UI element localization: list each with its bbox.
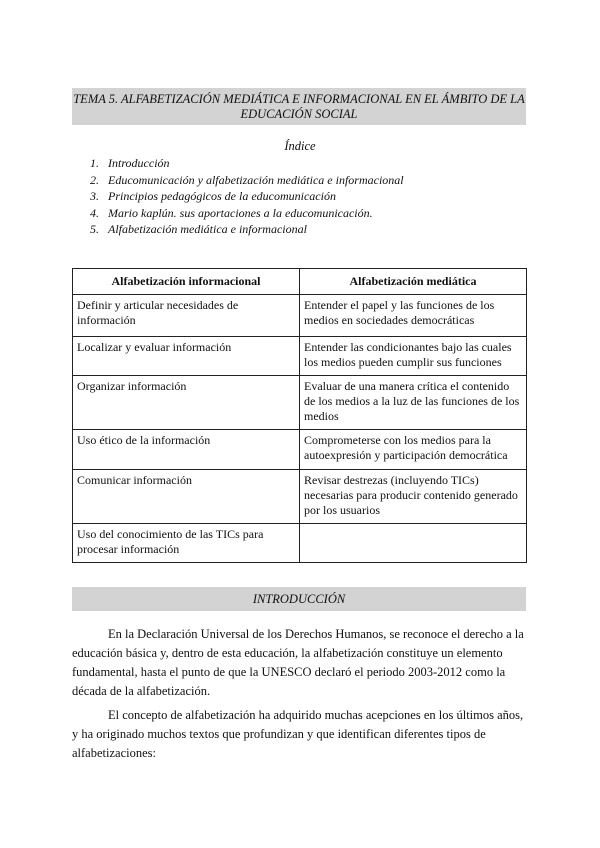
toc-label: Introducción	[108, 156, 170, 170]
table-of-contents	[90, 155, 404, 238]
cell-informational: Organizar información	[73, 376, 300, 430]
cell-media: Comprometerse con los medios para la autoexpresión y participación democrática	[300, 430, 527, 470]
table-row	[73, 524, 527, 563]
cell-media	[300, 524, 527, 563]
toc-number: 5.	[90, 222, 99, 236]
toc-label: Educomunicación y alfabetización mediática e informacional	[108, 172, 404, 187]
header-informational: Alfabetización informacional	[73, 269, 300, 295]
toc-item	[90, 172, 404, 189]
cell-informational: Uso ético de la información	[73, 430, 300, 470]
table-row	[73, 430, 527, 470]
title-text: TEMA 5. ALFABETIZACIÓN MEDIÁTICA E INFORMACIONAL EN EL ÁMBITO DE LA EDUCACIÓN SOCIAL	[73, 92, 525, 121]
cell-informational: Uso del conocimiento de las TICs para procesar información	[73, 524, 300, 563]
intro-paragraph: El concepto de alfabetización ha adquirido muchas acepciones en los últimos años, y ha originado muchos textos que profundizan y que identifican diferentes tipos de alfabetizaciones:	[72, 708, 524, 760]
header-media: Alfabetización mediática	[300, 269, 527, 295]
table-row	[73, 295, 527, 337]
cell-media: Entender el papel y las funciones de los medios en sociedades democráticas	[300, 295, 527, 337]
cell-media: Entender las condicionantes bajo las cuales los medios pueden cumplir sus funciones	[300, 337, 527, 376]
toc-item	[90, 205, 404, 222]
table-row	[73, 470, 527, 524]
toc-number: 3.	[90, 189, 99, 203]
document-title	[72, 88, 526, 125]
toc-item	[90, 221, 404, 238]
table-row	[73, 376, 527, 430]
cell-informational: Localizar y evaluar información	[73, 337, 300, 376]
cell-informational: Definir y articular necesidades de información	[73, 295, 300, 337]
toc-item	[90, 155, 404, 172]
section-heading-introduccion: INTRODUCCIÓN	[72, 587, 526, 611]
index-heading: Índice	[284, 139, 316, 153]
toc-label: Principios pedagógicos de la educomunicación	[108, 189, 336, 203]
table-row	[73, 337, 527, 376]
toc-label: Mario kaplún. sus aportaciones a la educomunicación.	[108, 205, 373, 220]
literacy-comparison-table	[72, 268, 527, 563]
table-header-row	[73, 269, 527, 295]
toc-number: 4.	[90, 205, 99, 220]
intro-paragraph: En la Declaración Universal de los Derechos Humanos, se reconoce el derecho a la educación básica y, dentro de esta educación, la alfabetización constituye un elemento fundamental, hasta el punto de que la UNESCO declaró el periodo 2003-2012 como la década de la alfabetización.	[72, 627, 524, 698]
toc-number: 1.	[90, 156, 99, 170]
cell-media: Revisar destrezas (incluyendo TICs) necesarias para producir contenido generado por los usuarios	[300, 470, 527, 524]
toc-label: Alfabetización mediática e informacional	[108, 222, 307, 236]
toc-number: 2.	[90, 172, 99, 187]
cell-informational: Comunicar información	[73, 470, 300, 524]
toc-item	[90, 188, 404, 205]
cell-media: Evaluar de una manera crítica el contenido de los medios a la luz de las funciones de los medios	[300, 376, 527, 430]
